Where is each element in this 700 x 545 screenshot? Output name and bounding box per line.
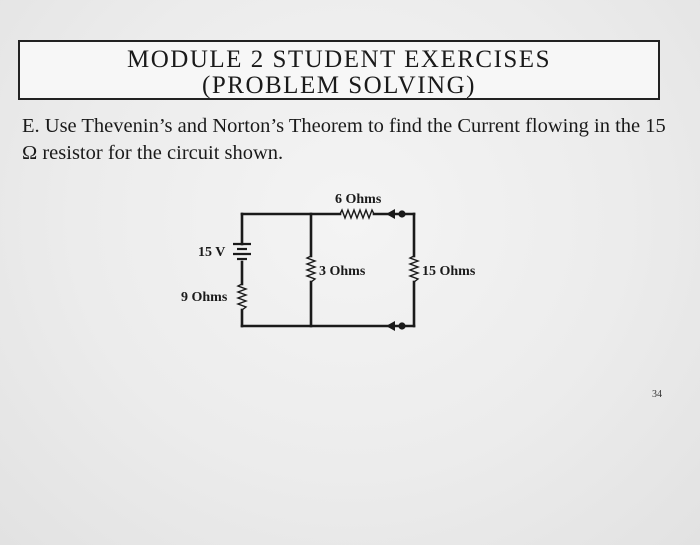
label-9-ohms: 9 Ohms bbox=[181, 290, 228, 305]
page-number: 34 bbox=[652, 389, 662, 400]
resistor-3-ohm bbox=[307, 256, 315, 282]
resistor-6-ohm bbox=[340, 210, 374, 218]
question-text: E. Use Thevenin’s and Norton’s Theorem to find the Current flowing in the 15 Ω resistor for the circuit shown. bbox=[22, 115, 666, 164]
module-title: MODULE 2 STUDENT EXERCISES bbox=[127, 46, 551, 73]
label-3-ohms: 3 Ohms bbox=[319, 264, 366, 279]
battery-symbol bbox=[233, 244, 251, 259]
label-15v: 15 V bbox=[198, 245, 226, 260]
module-subtitle: (PROBLEM SOLVING) bbox=[202, 72, 476, 99]
label-15-ohms: 15 Ohms bbox=[422, 264, 476, 279]
label-6-ohms: 6 Ohms bbox=[335, 192, 382, 207]
resistor-15-ohm bbox=[410, 256, 418, 282]
resistor-9-ohm bbox=[238, 284, 246, 310]
